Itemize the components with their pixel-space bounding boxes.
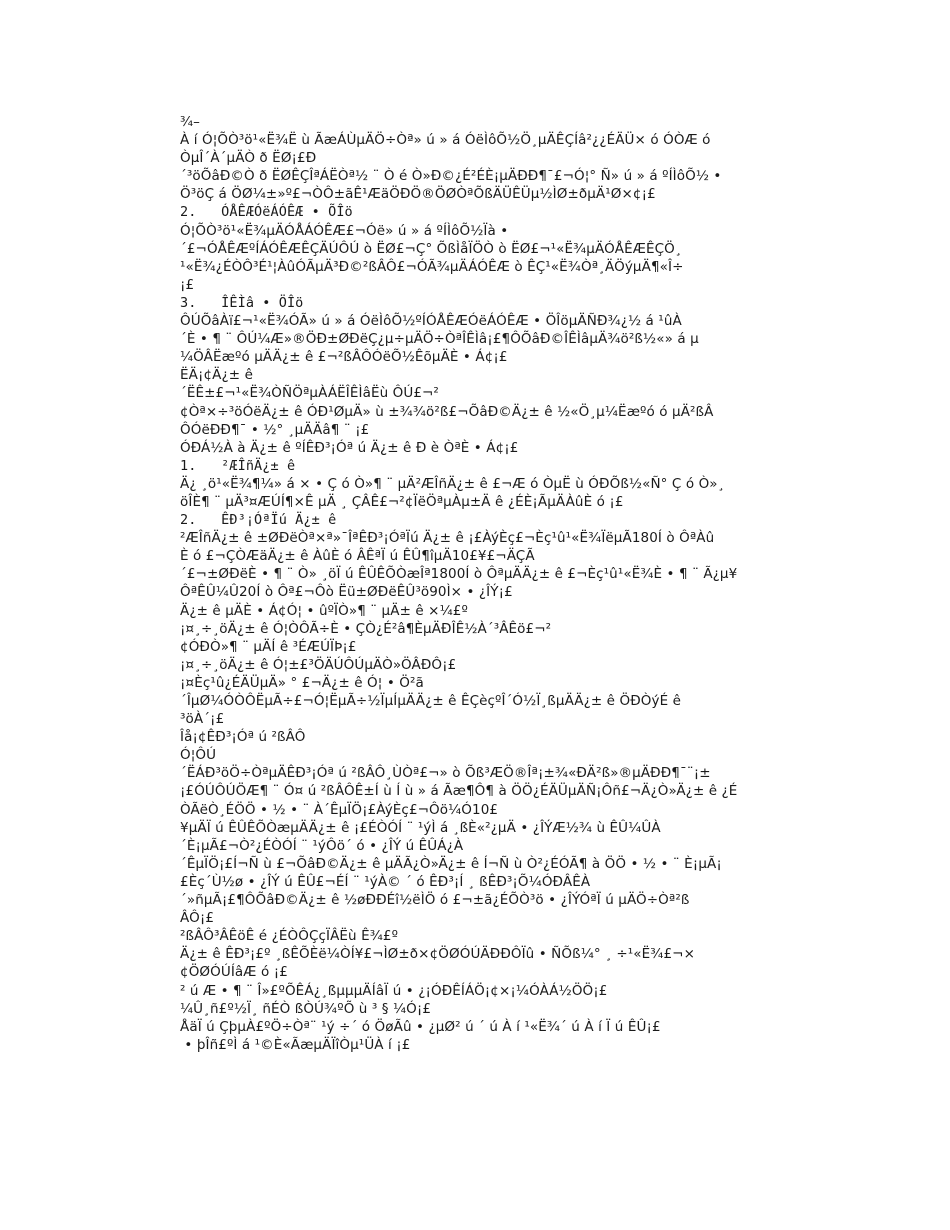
text-line: ²ÆÎñÄ¿± ê ±ØÐëÒª×ª»¯ÎªÊÐ³¡ÓªÏú Ä¿± ê ¡£ÀýÈç£¬Èç¹û¹«Ë¾ÏëµÃ180Í ò ÔªÀû bbox=[180, 530, 715, 547]
text-line: ÔÓëÐÐ¶¯ • ½° ¸µÄÄâ¶ ¨ ¡£ bbox=[180, 421, 370, 438]
text-line: ¹«Ë¾¿ÉÒÔ³É¹¦ÀûÓÃµÄ³Ð©²ßÂÔ£¬ÓÃ¾µÄÁÓÊÆ ò ÊÇ¹«Ë¾Òª¸ÄÖýµÄ¶«Î÷ bbox=[180, 258, 684, 275]
text-line: ´ËÁÐ³öÖ÷ÒªµÄÊÐ³¡Óª ú ²ßÂÔ¸ÙÒª£¬» ò Õß³ÆÖ®Îª¡±¾«ÐÄ²ß»®µÄÐÐ¶¯¨¡± bbox=[180, 765, 711, 782]
text-line: ² ú Æ • ¶ ¨ Î»£ºÕÊÁ¿¸ßµµµÄÍâÏ ú • ¿¡ÓÐÊÍÁÖ¡¢×¡¼ÓÀÁ½ÖÖ¡£ bbox=[180, 982, 608, 999]
text-line: £Èç´Ù½ø • ¿ÎÝ ú ÊÛ£¬ÉÍ ¨ ¹ýÀ© ´ ó ÊÐ³¡Í ¸ ßÊÐ³¡Õ¼ÓÐÂÊÀ bbox=[180, 873, 591, 890]
text-line: Ä¿± ê ÊÐ³¡£º ¸ßÊÕÈë¼ÒÍ¥£¬ÌØ±ð×¢ÖØÓÚÄÐÐÔÏû • ÑÕß¼° ¸ ÷¹«Ë¾£¬× bbox=[180, 946, 695, 963]
text-line: öÎÈ¶ ¨ µÄ³¤ÆÚÍ¶×Ê µÄ ¸ ÇÂÊ£¬²¢ÏëÖªµÀµ±Ä ê ¿ÉÈ¡ÃµÄÀûÈ ó ¡£ bbox=[180, 493, 624, 510]
text-line: ¥µÄÏ ú ÊÛÊÕÒæµÄÄ¿± ê ¡£ÉÒÓÍ ¨ ¹ýÌ á ¸ßÈ«²¿µÄ • ¿ÎÝÆ½¾ ù ÊÛ¼ÛÀ bbox=[180, 819, 661, 836]
text-line: ÓÐÁ½À à Ä¿± ê ºÍÊÐ³¡Óª ú Ä¿± ê Ð è ÒªÈ • Á¢¡£ bbox=[180, 439, 519, 456]
text-line: • þÎñ£ºÌ á ¹©È«ÃæµÄÏîÒµ¹ÜÀ í ¡£ bbox=[180, 1036, 411, 1053]
text-line: ´»ñµÃ¡£¶ÔÕâÐ©Ä¿± ê ½øÐÐÉî½ëÌÖ ó £¬±ã¿ÉÕÒ³ö • ¿ÎÝÓªÏ ú µÄÖ÷Òª²ß bbox=[180, 892, 690, 909]
section-heading: 2. ÓÅÊÆÓëÁÓÊÆ • ÕÎö bbox=[180, 204, 353, 221]
text-line: Ó¦ÔÚ bbox=[180, 747, 217, 764]
text-line: ÒÃëÒ¸ÉÖÖ • ½ • ¨ À´ÊµÏÖ¡£ÀýÈç£¬Ôö¼Ó10£ bbox=[180, 801, 499, 818]
text-line: ËÄ¡¢Ä¿± ê bbox=[180, 367, 253, 384]
section-heading: 1. ²ÆÎñÄ¿± ê bbox=[180, 457, 296, 474]
section-heading: 2. ÊÐ³¡ÓªÏú Ä¿± ê bbox=[180, 512, 337, 529]
text-line: ¢ÖØÓÚÍâÆ ó ¡£ bbox=[180, 964, 288, 981]
text-line: ´³öÕâÐ©Ò ð ËØÊÇÎªÁËÒª½ ¨ Ò é Ò»Ð©¿É²ÉÈ¡µÄÐÐ¶¯£¬Ó¦° Ñ» ú » á ºÍÌôÕ½ • bbox=[180, 168, 722, 185]
text-line: ¢ÓÐÒ»¶ ¨ µÄÍ ê ³ÉÆÚÏÞ¡£ bbox=[180, 638, 357, 655]
text-line: Ö³öÇ á ÖØ¼±»º£¬ÒÔ±ãÊ¹ÆäÖÐÖ®ÖØÒªÕßÄÜÊÜµ½ÌØ±ðµÄ¹Ø×¢¡£ bbox=[180, 186, 656, 203]
text-line: Îå¡¢ÊÐ³¡Óª ú ²ßÂÔ bbox=[180, 729, 306, 746]
text-line: ´ËÊ±£¬¹«Ë¾ÒÑÖªµÀÁËÎÊÌâËù ÔÚ£¬² bbox=[180, 385, 439, 402]
text-line: ´£¬±ØÐëÈ • ¶ ¨ Ò» ¸öÏ ú ÊÛÊÕÒæÎª1800Í ò ÔªµÄÄ¿± ê £¬Èç¹û¹«Ë¾È • ¶ ¨ Ã¿µ¥ bbox=[180, 566, 738, 583]
text-line: Ó¦ÕÒ³ö¹«Ë¾µÄÓÅÁÓÊÆ£¬Óë» ú » á ºÍÌôÕ½Ïà • bbox=[180, 222, 509, 239]
text-line: ´ÊµÏÖ¡£Í¬Ñ ù £¬ÕâÐ©Ä¿± ê µÄÃ¿Ò»Ä¿± ê Í¬Ñ ù Ò²¿ÉÓÃ¶ à ÖÖ • ½ • ¨ È¡µÃ¡ bbox=[180, 855, 722, 872]
text-line: ´£¬ÓÅÊÆºÍÁÓÊÆÊÇÄÚÔÚ ò ËØ£¬Ç° ÕßÌåÏÖÒ ò ËØ£¬¹«Ë¾µÄÓÅÊÆÊÇÖ¸ bbox=[180, 240, 682, 257]
text-line: À í Ó¦ÕÒ³ö¹«Ë¾Ë ù ÃæÁÙµÄÖ÷Òª» ú » á ÓëÌôÕ½Ö¸µÄÊÇÍâ²¿¿ÉÄÜ× ó ÓÒÆ ó bbox=[180, 132, 711, 149]
text-line: ¾– bbox=[180, 114, 201, 130]
text-line: ÔªÊÛ¼Û20Í ò Ôª£¬Ôò Ëü±ØÐëÊÛ³ö90Ì× • ¿ÎÝ¡£ bbox=[180, 584, 513, 601]
text-line: ´È • ¶ ¨ ÔÚ¼Æ»®ÖÐ±ØÐëÇ¿µ÷µÄÖ÷ÒªÎÊÌâ¡£¶ÔÕâÐ©ÎÊÌâµÄ¾ö²ß½«» á µ bbox=[180, 331, 699, 348]
text-line: ¡¤Èç¹û¿ÉÄÜµÄ» ° £¬Ä¿± ê Ó¦ • Ö²ã bbox=[180, 674, 424, 691]
text-line: ¡£ÓÚÔÚÖÆ¶ ¨ Ó¤ ú ²ßÂÔÊ±Í ù Í ù » á Ãæ¶Ô¶ à ÖÖ¿ÉÄÜµÄÑ¡Ôñ£¬Ä¿Ò»Ä¿± ê ¿É bbox=[180, 783, 738, 800]
text-line: ÅäÏ ú ÇþµÀ£ºÖ÷Òª¨ ¹ý ÷´ ó ÖøÃû • ¿µØ² ú ´ ú À í ¹«Ë¾´ ú À í Ï ú ÊÛ¡£ bbox=[180, 1018, 661, 1035]
text-line: ´È¡µÃ£¬Ò²¿ÉÒÓÍ ¨ ¹ýÔö´ ó • ¿ÎÝ ú ÊÛÁ¿À bbox=[180, 837, 464, 854]
text-line: ¼Û¸ñ£º½Ï¸ ñÉÒ ßÒÚ¾ºÕ ù ³ § ¼Ó¡£ bbox=[180, 1000, 432, 1017]
text-line: ÔÚÕâÀï£¬¹«Ë¾ÓÃ» ú » á ÓëÌôÕ½ºÍÓÅÊÆÓëÁÓÊÆ • ÖÎöµÄÑÐ¾¿½ á ¹ûÀ bbox=[180, 313, 682, 330]
text-line: ÂÔ¡£ bbox=[180, 910, 215, 927]
text-line: ¼ÖÂËæºó µÄÄ¿± ê £¬²ßÂÔÓëÕ½ÊõµÄÈ • Á¢¡£ bbox=[180, 349, 508, 366]
text-line: ²ßÂÔ³ÂÊöÊ é ¿ÉÒÔÇçÏÂËù Ê¾£º bbox=[180, 928, 399, 945]
text-line: ÒµÎ´À´µÄÒ ð ËØ¡£Ð bbox=[180, 150, 317, 167]
text-line: ¡¤¸÷¸öÄ¿± ê Ó¦ÒÔÃ÷È • ÇÒ¿É²â¶ÈµÄÐÎÊ½À´³ÂÊö£¬² bbox=[180, 620, 552, 637]
text-line: ¡£ bbox=[180, 276, 195, 293]
section-heading: 3. ÎÊÌâ • ÖÎö bbox=[180, 294, 304, 311]
document-body bbox=[180, 113, 780, 1054]
text-line: È ó £¬ÇÒÆäÄ¿± ê ÀûÈ ó ÂÊªÏ ú ÊÛ¶îµÄ10£¥£¬ÄÇÃ bbox=[180, 548, 535, 565]
text-line: ´ÎµØ¼ÓÒÔËµÃ÷£¬Ó¦ËµÃ÷½ÏµÍµÄÄ¿± ê ÊÇèçºÎ´Ó½Ï¸ßµÄÄ¿± ê ÖÐÒýÉ ê bbox=[180, 693, 682, 709]
text-line: Ä¿± ê µÄÈ • Á¢Ó¦ • ûºÏÒ»¶ ¨ µÄ± ê ×¼£º bbox=[180, 602, 468, 619]
text-line: ¢Òª×÷³öÓëÄ¿± ê ÓÐ¹ØµÄ» ù ±¾¾ö²ß£¬ÕâÐ©Ä¿± ê ½«Ö¸µ¼Ëæºó ó µÄ²ßÂ bbox=[180, 403, 714, 420]
text-line: ³öÀ´¡£ bbox=[180, 711, 225, 728]
text-line: ¡¤¸÷¸öÄ¿± ê Ó¦±£³ÖÄÚÔÚµÄÒ»ÖÂÐÔ¡£ bbox=[180, 656, 457, 673]
text-line: Ä¿ ¸ö¹«Ë¾¶¼» á × • Ç ó Ò»¶ ¨ µÄ²ÆÎñÄ¿± ê £¬Æ ó ÒµË ù ÓÐÕß½«Ñ° Ç ó Ò»¸ bbox=[180, 475, 725, 492]
